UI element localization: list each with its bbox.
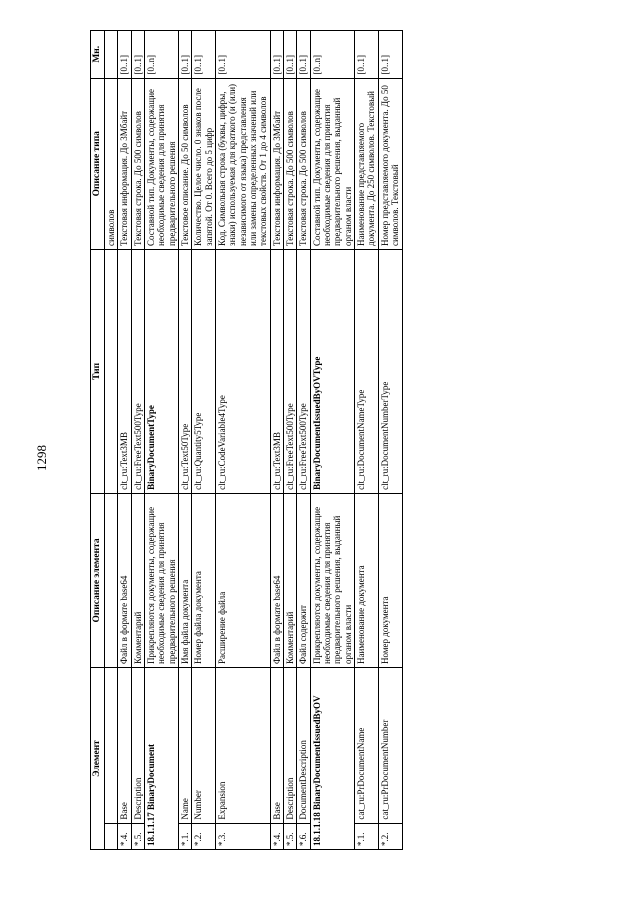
- row-element-description: Комментарий: [131, 493, 144, 667]
- row-element-description: Расширение файла: [216, 493, 271, 667]
- row-element-description: Комментарий: [284, 493, 297, 667]
- row-element-description: Имя файла документа: [178, 493, 191, 667]
- row-element-description: [104, 493, 117, 667]
- table-row: [118, 31, 131, 850]
- row-type: clt_ru:FreeText500Type: [297, 249, 310, 493]
- row-type: clt_ru:DocumentNameType: [355, 249, 379, 493]
- row-index: *.2.: [192, 823, 216, 849]
- row-element-name: cat_ru:PrDocumentNumber: [378, 668, 402, 824]
- row-index: *.3.: [216, 823, 271, 849]
- row-type-description: Наименование представляемого документа. До 250 символов. Текстовый: [355, 78, 379, 249]
- section-row-binary-document: [144, 31, 178, 850]
- row-element-name: Base: [118, 668, 131, 824]
- section-type: BinaryDocumentType: [144, 249, 178, 493]
- section-description: Прикрепляются документы, содержащие необходимые сведения для принятия предварительного решения, выданный органом власти: [310, 493, 354, 667]
- table-row: [284, 31, 297, 850]
- section-type-description: Составной тип. Документы, содержащие необходимые сведения для принятия предварительного решения: [144, 78, 178, 249]
- row-type: clt_ru:DocumentNumberType: [378, 249, 402, 493]
- row-type-description: символов: [104, 78, 117, 249]
- row-type-description: Текстовая информация. До 3Мбайт: [270, 78, 283, 249]
- row-element-name: Description: [131, 668, 144, 824]
- row-element-description: Файл в формате base64: [270, 493, 283, 667]
- row-multiplicity: [0..1]: [284, 31, 297, 79]
- row-index: *.5.: [131, 823, 144, 849]
- section-id-name: [310, 668, 354, 850]
- row-multiplicity: [0..1]: [270, 31, 283, 79]
- table-row: [378, 31, 402, 850]
- row-element-name: Description: [284, 668, 297, 824]
- row-multiplicity: [0..1]: [378, 31, 402, 79]
- table-row: [192, 31, 216, 850]
- row-element-name: cat_ru:PrDocumentName: [355, 668, 379, 824]
- row-element-description: Номер файла документа: [192, 493, 216, 667]
- section-row-binary-document-issued-by-ov: [310, 31, 354, 850]
- row-type-description: Текстовая строка. До 500 символов: [284, 78, 297, 249]
- table-row: [131, 31, 144, 850]
- row-element-name: Number: [192, 668, 216, 824]
- row-type-description: Текстовая информация. До 3Мбайт: [118, 78, 131, 249]
- row-element-name: [104, 668, 117, 824]
- table-row: [355, 31, 379, 850]
- row-element-name: Base: [270, 668, 283, 824]
- row-multiplicity: [104, 31, 117, 79]
- section-type-description: Составной тип. Документы, содержащие необходимые сведения для принятия предварительного решения, выданный органом власти: [310, 78, 354, 249]
- row-type-description: Текстовое описание. До 50 символов: [178, 78, 191, 249]
- row-element-description: Файл в формате base64: [118, 493, 131, 667]
- row-multiplicity: [0..1]: [355, 31, 379, 79]
- header-element: Элемент: [91, 668, 105, 850]
- rotated-page: [90, 30, 640, 850]
- page-number: 1298: [34, 445, 49, 471]
- section-multiplicity: [0..n]: [144, 31, 178, 79]
- row-type: clt_ru:FreeText500Type: [131, 249, 144, 493]
- row-multiplicity: [0..1]: [192, 31, 216, 79]
- row-index: *.6.: [297, 823, 310, 849]
- row-type: clt_ru:Text3MB: [270, 249, 283, 493]
- section-id-name: [144, 668, 178, 850]
- row-element-name: Expansion: [216, 668, 271, 824]
- row-type: clt_ru:FreeText500Type: [284, 249, 297, 493]
- table-row: [270, 31, 283, 850]
- section-id: 18.1.1.18: [311, 812, 322, 846]
- row-type-description: Код. Символьная строка (буквы, цифры, знаки) используемая для краткого (и (или) независимого от языка) представления или замены определенных значений или текстовых свойств. От 1 до 4 символов: [216, 78, 271, 249]
- row-multiplicity: [0..1]: [178, 31, 191, 79]
- header-element-description: Описание элемента: [91, 493, 105, 667]
- row-type: [104, 249, 117, 493]
- row-element-description: Файл содержит: [297, 493, 310, 667]
- row-index: *.2.: [378, 823, 402, 849]
- row-index: *.4.: [118, 823, 131, 849]
- table-row: [178, 31, 191, 850]
- element-table: [90, 30, 403, 850]
- table-row: [216, 31, 271, 850]
- row-type: clt_ru:Text3MB: [118, 249, 131, 493]
- section-description: Прикрепляются документы, содержащие необходимые сведения для принятия предварительного решения: [144, 493, 178, 667]
- table-row: [297, 31, 310, 850]
- row-type-description: Количество. Целое число. 0 знаков после запятой. От 0. Всего до 5 цифр: [192, 78, 216, 249]
- row-multiplicity: [0..1]: [297, 31, 310, 79]
- row-index: *.5.: [284, 823, 297, 849]
- row-element-description: Номер документа: [378, 493, 402, 667]
- section-name: BinaryDocumentIssuedByOV: [311, 695, 322, 810]
- row-index: *.1.: [355, 823, 379, 849]
- table-row: [104, 31, 117, 850]
- row-type: clt_ru:Quantity5Type: [192, 249, 216, 493]
- section-type: BinaryDocumentIssuedByOVType: [310, 249, 354, 493]
- row-multiplicity: [0..1]: [216, 31, 271, 79]
- row-element-description: Наименование документа: [355, 493, 379, 667]
- header-type: Тип: [91, 249, 105, 493]
- row-element-name: Name: [178, 668, 191, 824]
- section-name: BinaryDocument: [145, 744, 156, 810]
- row-type-description: Номер представляемого документа. До 50 символов. Текстовый: [378, 78, 402, 249]
- section-multiplicity: [0..n]: [310, 31, 354, 79]
- row-type-description: Текстовая строка. До 500 символов: [297, 78, 310, 249]
- table-header-row: [91, 31, 105, 850]
- section-id: 18.1.1.17: [145, 812, 156, 846]
- header-type-description: Описание типа: [91, 78, 105, 249]
- row-index: [104, 823, 117, 849]
- row-index: *.1.: [178, 823, 191, 849]
- row-multiplicity: [0..1]: [131, 31, 144, 79]
- row-type: clt_ru:CodeVariable4Type: [216, 249, 271, 493]
- row-type: clt_ru:Text50Type: [178, 249, 191, 493]
- row-index: *.4.: [270, 823, 283, 849]
- row-multiplicity: [0..1]: [118, 31, 131, 79]
- header-multiplicity: Мн.: [91, 31, 105, 79]
- row-element-name: DocumentDescription: [297, 668, 310, 824]
- row-type-description: Текстовая строка. До 500 символов: [131, 78, 144, 249]
